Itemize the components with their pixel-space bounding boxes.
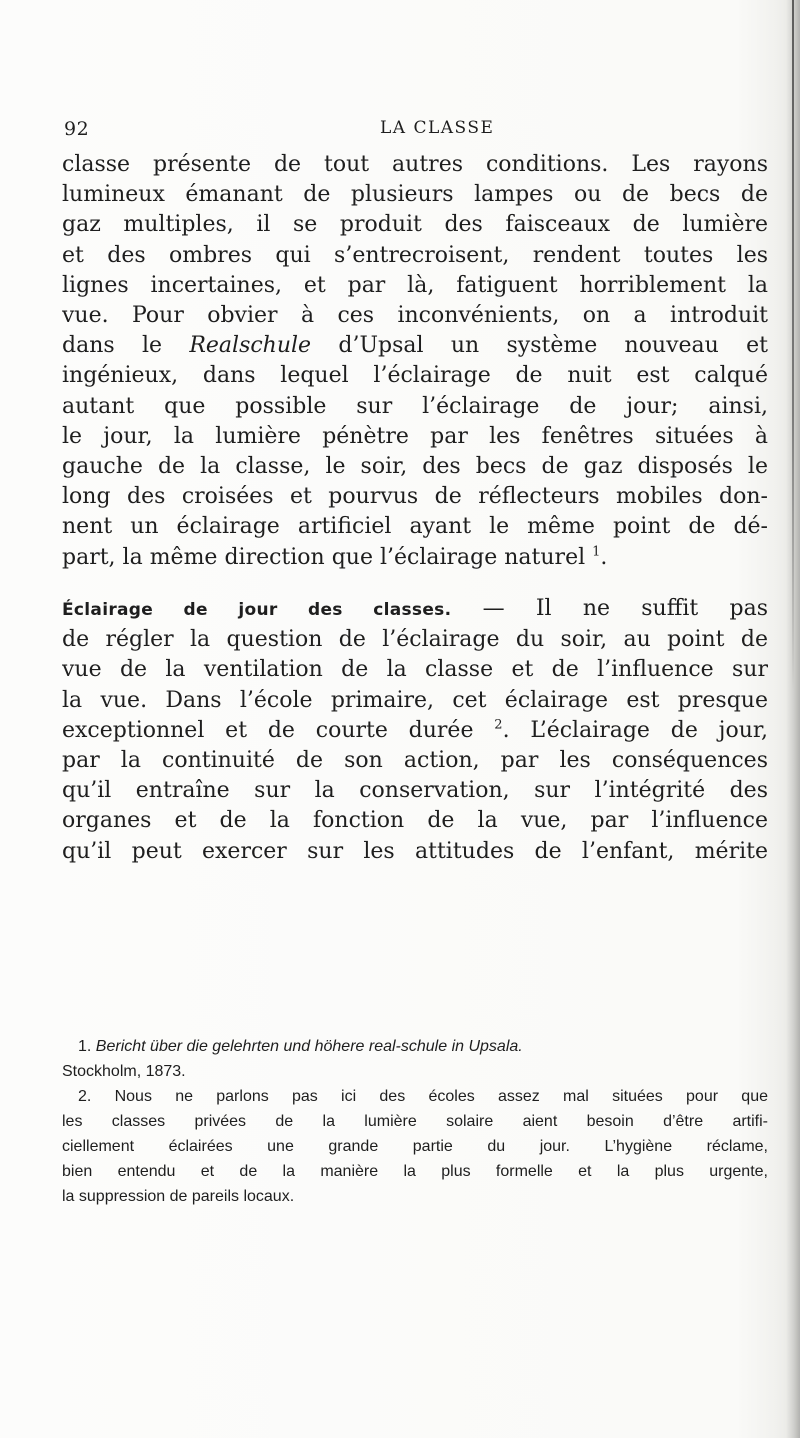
text-line: par la continuité de son action, par les conséquences xyxy=(62,748,768,774)
footnote-1-continued: Stockholm, 1873. xyxy=(62,1063,186,1080)
text-fragment: . L’éclairage de jour, xyxy=(502,717,768,743)
footnote-ref-1: 1 xyxy=(592,544,601,560)
text-line xyxy=(62,543,768,573)
footnote-1 xyxy=(62,1034,768,1059)
text-line: la vue. Dans l’école primaire, cet éclairage est presque xyxy=(62,687,768,713)
text-line: qu’il peut exercer sur les attitudes de l’enfant, mérite xyxy=(62,838,768,864)
text-line: et des ombres qui s’entrecroisent, rendent toutes les xyxy=(62,242,768,268)
footnote-2-line: 2. Nous ne parlons pas ici des écoles assez mal situées pour que xyxy=(78,1088,768,1105)
text-line xyxy=(62,331,768,361)
text-fragment: d’Upsal un système nouveau et xyxy=(311,333,768,359)
text-line: ingénieux, dans lequel l’éclairage de nuit est calqué xyxy=(62,363,768,389)
section-daylight xyxy=(62,594,768,867)
page-edge-line xyxy=(792,0,794,690)
text-fragment: exceptionnel et de courte durée xyxy=(62,717,495,743)
text-line: lignes incertaines, et par là, fatiguent horriblement la xyxy=(62,272,768,298)
footnote-2-line: bien entendu et de la manière la plus formelle et la plus urgente, xyxy=(62,1163,768,1180)
paragraph-1 xyxy=(62,150,768,573)
text-line: le jour, la lumière pénètre par les fenêtres situées à xyxy=(62,423,768,449)
text-fragment: . xyxy=(600,544,608,570)
text-fragment: dans le xyxy=(62,333,190,359)
section-first-line xyxy=(62,594,768,625)
text-fragment: part, la même direction que l’éclairage naturel xyxy=(62,544,593,570)
running-title: LA CLASSE xyxy=(380,118,495,138)
section-heading: Éclairage de jour des classes. xyxy=(62,600,452,620)
text-line: autant que possible sur l’éclairage de jour; ainsi, xyxy=(62,393,768,419)
text-fragment: — Il ne suffit pas xyxy=(451,596,768,621)
realschule-italic: Realschule xyxy=(189,333,312,359)
text-line: gauche de la classe, le soir, des becs de gaz disposés le xyxy=(62,454,768,480)
footnotes xyxy=(62,1034,768,1209)
text-line: de régler la question de l’éclairage du soir, au point de xyxy=(62,627,768,653)
page-number: 92 xyxy=(64,118,90,140)
text-line: organes et de la fonction de la vue, par l’influence xyxy=(62,808,768,834)
footnote-1-number: 1. xyxy=(78,1038,92,1055)
text-line: long des croisées et pourvus de réflecteurs mobiles don- xyxy=(62,484,768,510)
footnote-2-line: les classes privées de la lumière solaire aient besoin d’être artifi- xyxy=(62,1113,768,1130)
running-head xyxy=(0,118,800,148)
text-line: classe présente de tout autres conditions. Les rayons xyxy=(62,152,768,177)
text-line: nent un éclairage artificiel ayant le même point de dé- xyxy=(62,514,768,540)
text-line xyxy=(62,716,768,746)
footnote-ref-2: 2 xyxy=(494,717,503,733)
text-line: vue de la ventilation de la classe et de l’influence sur xyxy=(62,657,768,683)
text-line: vue. Pour obvier à ces inconvénients, on a introduit xyxy=(62,303,768,329)
text-line: gaz multiples, il se produit des faisceaux de lumière xyxy=(62,212,768,238)
text-line: lumineux émanant de plusieurs lampes ou de becs de xyxy=(62,182,768,208)
text-line: qu’il entraîne sur la conservation, sur l’intégrité des xyxy=(62,778,768,804)
footnote-2-line: ciellement éclairées une grande partie du jour. L’hygiène réclame, xyxy=(62,1138,768,1155)
footnote-2-line: la suppression de pareils locaux. xyxy=(62,1188,295,1205)
footnote-1-title: Bericht über die gelehrten und höhere real-schule in Upsala. xyxy=(95,1038,523,1055)
